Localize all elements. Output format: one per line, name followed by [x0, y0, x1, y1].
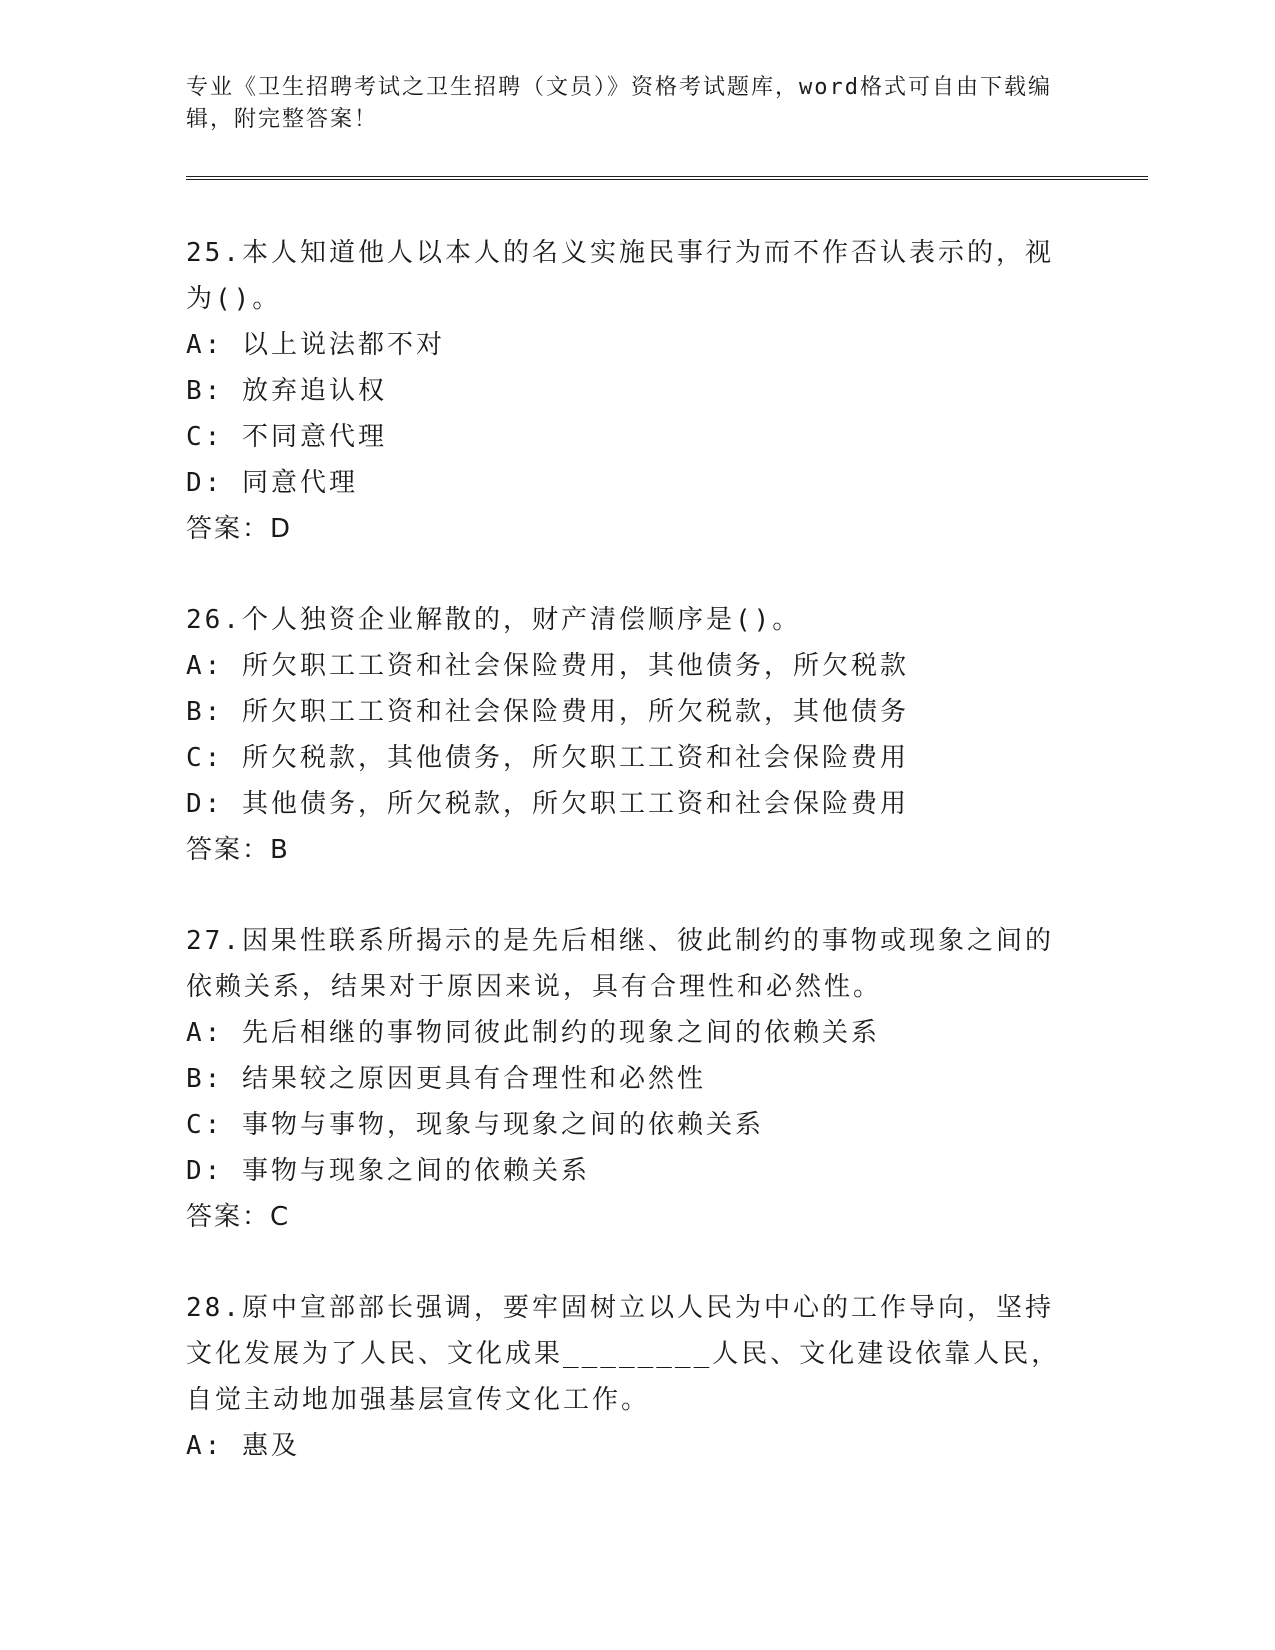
option-a: [186, 1010, 1066, 1056]
question-28: [186, 1285, 1066, 1469]
question-27: [186, 918, 1066, 1240]
option-a: [186, 643, 1066, 689]
option-text: 所欠职工工资和社会保险费用，其他债务，所欠税款: [241, 651, 909, 681]
option-text: 不同意代理: [241, 422, 387, 452]
option-key: C:: [186, 743, 224, 773]
option-key: A:: [186, 1018, 224, 1048]
option-b: [186, 689, 1066, 735]
option-text: 放弃追认权: [241, 376, 387, 406]
option-key: C:: [186, 1110, 224, 1140]
option-text: 所欠职工工资和社会保险费用，所欠税款，其他债务: [241, 697, 909, 727]
option-c: [186, 735, 1066, 781]
option-key: D:: [186, 789, 224, 819]
option-text: 惠及: [241, 1431, 300, 1461]
option-key: A:: [186, 651, 224, 681]
answer-line: 答案：C: [186, 1202, 291, 1232]
option-text: 结果较之原因更具有合理性和必然性: [241, 1064, 706, 1094]
option-b: [186, 1056, 1066, 1102]
option-text: 以上说法都不对: [241, 330, 445, 360]
option-key: D:: [186, 1156, 224, 1186]
question-25: [186, 230, 1066, 552]
option-key: D:: [186, 468, 224, 498]
option-key: A:: [186, 1431, 224, 1461]
option-text: 其他债务，所欠税款，所欠职工工资和社会保险费用: [241, 789, 909, 819]
option-d: [186, 460, 1066, 506]
option-a: [186, 322, 1066, 368]
option-key: A:: [186, 330, 224, 360]
option-text: 所欠税款，其他债务，所欠职工工资和社会保险费用: [241, 743, 909, 773]
answer-line: 答案：D: [186, 514, 293, 544]
option-c: [186, 414, 1066, 460]
question-26: [186, 597, 1066, 873]
option-a: [186, 1423, 1066, 1469]
question-stem: 27.因果性联系所揭示的是先后相继、彼此制约的事物或现象之间的依赖关系，结果对于原因来说，具有合理性和必然性。: [186, 926, 1054, 1002]
question-stem: 28.原中宣部部长强调，要牢固树立以人民为中心的工作导向，坚持文化发展为了人民、文化成果________人民、文化建设依靠人民，自觉主动地加强基层宣传文化工作。: [186, 1293, 1061, 1415]
option-d: [186, 1148, 1066, 1194]
option-text: 事物与现象之间的依赖关系: [241, 1156, 590, 1186]
option-key: B:: [186, 376, 224, 406]
option-text: 同意代理: [241, 468, 358, 498]
question-stem: 25.本人知道他人以本人的名义实施民事行为而不作否认表示的，视为()。: [186, 238, 1054, 314]
answer-line: 答案：B: [186, 835, 290, 865]
option-text: 事物与事物，现象与现象之间的依赖关系: [241, 1110, 764, 1140]
option-c: [186, 1102, 1066, 1148]
option-key: B:: [186, 697, 224, 727]
option-d: [186, 781, 1066, 827]
question-stem: 26.个人独资企业解散的，财产清偿顺序是()。: [186, 605, 802, 635]
option-key: C:: [186, 422, 224, 452]
question-list: [186, 230, 1066, 1514]
option-key: B:: [186, 1064, 224, 1094]
header-divider: [186, 176, 1148, 180]
document-header: 专业《卫生招聘考试之卫生招聘（文员）》资格考试题库，word格式可自由下载编辑，附完整答案！: [186, 75, 1052, 132]
option-text: 先后相继的事物同彼此制约的现象之间的依赖关系: [241, 1018, 880, 1048]
option-b: [186, 368, 1066, 414]
